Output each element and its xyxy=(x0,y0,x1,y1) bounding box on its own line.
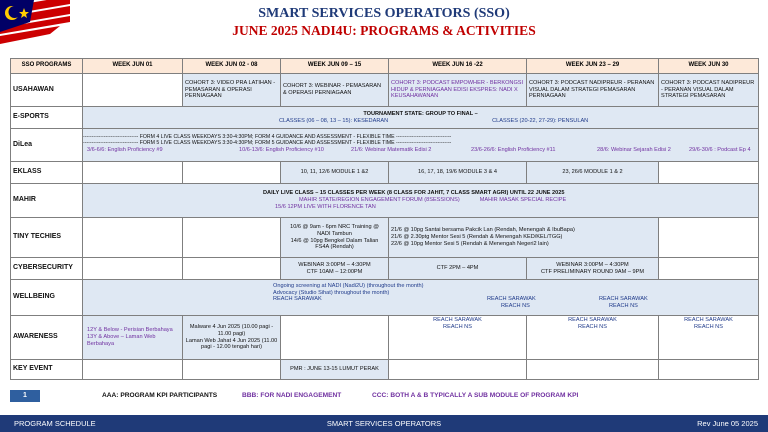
cell xyxy=(659,162,759,184)
cell xyxy=(83,162,183,184)
cyber-entry: WEBINAR 3:00PM – 4:30PM xyxy=(556,261,629,268)
reach-ns: REACH NS xyxy=(694,323,723,330)
reach-sarawak: REACH SARAWAK xyxy=(599,296,648,303)
cyber-entry: CTF PRELIMINARY ROUND 9AM – 9PM xyxy=(541,268,644,275)
tiny-entry: 10/6 @ 9am - 6pm NRC Training @ NADI Tambun xyxy=(290,223,379,237)
column-header: WEEK JUN 16 -22 xyxy=(389,59,527,74)
legend-ccc: CCC: BOTH A & B TYPICALLY A SUB MODULE OF PROGRAM KPI xyxy=(372,392,579,399)
cell xyxy=(389,316,527,360)
cyber-entry: CTF 10AM – 12:00PM xyxy=(306,268,363,275)
cell xyxy=(183,258,281,280)
row-label: WELLBEING xyxy=(11,280,83,316)
row-usahawan xyxy=(11,74,759,107)
row-key-event xyxy=(11,360,759,380)
cell xyxy=(527,316,659,360)
row-mahir xyxy=(11,184,759,218)
reach-sarawak: REACH SARAWAK xyxy=(487,296,536,303)
cell xyxy=(659,258,759,280)
cell: COHORT 3: PODCAST NADIPREUR - PERANAN VISUAL DALAM STRATEGI PEMASARAN PERNIAGAAN xyxy=(527,74,659,107)
cell: 16, 17, 18, 19/6 MODULE 3 & 4 xyxy=(389,162,527,184)
wellbeing-screening: Ongoing screening at NADI (Nadi2U) (throughout the month) xyxy=(273,282,424,289)
awareness-entry: Malware 4 Jun 2025 (10.00 pagi - 11.00 pagi) xyxy=(189,323,274,337)
column-header: WEEK JUN 09 – 15 xyxy=(281,59,389,74)
reach-sarawak: REACH SARAWAK xyxy=(568,317,617,323)
dilea-item: 10/6-13/6: English Proficiency #10 xyxy=(239,146,324,153)
mahir-events xyxy=(83,197,758,204)
column-header: WEEK JUN 30 xyxy=(659,59,759,74)
cell xyxy=(83,107,759,129)
reach-ns: REACH NS xyxy=(609,303,638,310)
awareness-entry: 13Y & Above – Laman Web Berbahaya xyxy=(87,334,156,347)
cell xyxy=(83,258,183,280)
row-dilea xyxy=(11,129,759,162)
header-row xyxy=(11,59,759,74)
dilea-item: 21/6: Webinar Matematik Edisi 2 xyxy=(351,146,432,153)
cell xyxy=(527,258,659,280)
dilea-item: 28/6: Webinar Sejarah Edisi 2 xyxy=(597,146,671,153)
dilea-items xyxy=(83,147,758,157)
esports-classes xyxy=(83,118,758,125)
column-header: WEEK JUN 02 - 08 xyxy=(183,59,281,74)
mahir-recipe: MAHIR MASAK SPECIAL RECIPE xyxy=(479,197,567,203)
reach-ns: REACH NS xyxy=(443,323,472,330)
row-wellbeing xyxy=(11,280,759,316)
dilea-form4: -------------------------------- FORM 4 LIVE CLASS WEEKDAYS 3:30-4:30PM; FORM 4 GUIDANCE AND ASSESSMENT - FLEXIBLE TIME -------------------------------- xyxy=(83,133,452,140)
row-label: CYBERSECURITY xyxy=(11,258,83,280)
row-cybersecurity xyxy=(11,258,759,280)
cell: COHORT 3: WEBINAR - PEMASARAN & OPERASI PERNIAGAAN xyxy=(281,74,389,107)
cell xyxy=(83,280,759,316)
cell xyxy=(659,360,759,380)
row-eklass xyxy=(11,162,759,184)
cell: 10, 11, 12/6 MODULE 1 &2 xyxy=(281,162,389,184)
page-subtitle: JUNE 2025 NADI4U: PROGRAMS & ACTIVITIES xyxy=(232,23,536,38)
row-label: MAHIR xyxy=(11,184,83,218)
reach-ns: REACH NS xyxy=(501,303,530,310)
tiny-entry: 14/6 @ 10pg Bengkel Dalam Talian FS4A (Rendah) xyxy=(290,237,379,251)
legend-aaa: AAA: PROGRAM KPI PARTICIPANTS xyxy=(102,392,218,399)
cell xyxy=(83,360,183,380)
column-header: WEEK JUN 23 – 29 xyxy=(527,59,659,74)
cell: COHORT 3: PODCAST EMPOWHER - BERKONGSI HIDUP & PERNIAGAAN EDISI EKSPRES: NADI X KEUSAHAWANAN xyxy=(389,74,527,107)
cell xyxy=(83,218,183,258)
dilea-form5: -------------------------------- FORM 5 LIVE CLASS WEEKDAYS 3:30-4:30PM; FORM 5 GUIDANCE AND ASSESSMENT - FLEXIBLE TIME -------------------------------- xyxy=(83,140,452,146)
cell xyxy=(389,218,659,258)
row-label: USAHAWAN xyxy=(11,74,83,107)
cell xyxy=(183,218,281,258)
row-tiny-techies xyxy=(11,218,759,258)
footer-bar xyxy=(0,415,768,432)
cell xyxy=(659,218,759,258)
cell: CTF 2PM – 4PM xyxy=(389,258,527,280)
cell xyxy=(527,360,659,380)
footer-left: PROGRAM SCHEDULE xyxy=(14,419,96,428)
cell xyxy=(281,258,389,280)
reach-sarawak: REACH SARAWAK xyxy=(273,296,322,303)
row-label: E-SPORTS xyxy=(11,107,83,129)
esports-class-b: CLASSES (20-22, 27-29): PENSULAN xyxy=(492,117,589,124)
cell xyxy=(389,360,527,380)
cell xyxy=(281,218,389,258)
esports-tournament: TOURNAMENT STATE: GROUP TO FINAL – xyxy=(363,110,478,117)
row-esports xyxy=(11,107,759,129)
legend xyxy=(10,390,758,402)
cell: COHORT 3: PODCAST NADIPREUR - PERANAN VISUAL DALAM STRATEGI PEMASARAN xyxy=(659,74,759,107)
awareness-entry: Laman Web Jahat 4 Jun 2025 (11.00 pagi - 12.00 tengah hari) xyxy=(185,337,278,351)
awareness-entry: 12Y & Below - Perisian Berbahaya xyxy=(87,327,173,334)
cell xyxy=(83,184,759,218)
page-title: SMART SERVICES OPERATORS (SSO) xyxy=(258,6,510,21)
cell xyxy=(183,162,281,184)
footer-center: SMART SERVICES OPERATORS xyxy=(326,419,442,428)
mahir-forum: MAHIR STATE/REGION ENGAGEMENT FORUM (8SESSIONS) xyxy=(299,197,460,203)
mahir-daily: DAILY LIVE CLASS – 15 CLASSES PER WEEK (8 CLASS FOR JAHIT, 7 CLASS SMART AGRI) UNTIL 22 JUNE 2025 xyxy=(263,190,565,197)
row-label: TINY TECHIES xyxy=(11,218,83,258)
page-number: 1 xyxy=(10,390,40,402)
column-header: SSO PROGRAMS xyxy=(11,59,83,74)
legend-bbb: BBB: FOR NADI ENGAGEMENT xyxy=(242,392,342,399)
cell xyxy=(183,316,281,360)
row-label: KEY EVENT xyxy=(11,360,83,380)
row-label: EKLASS xyxy=(11,162,83,184)
cell: 23, 26/6 MODULE 1 & 2 xyxy=(527,162,659,184)
cyber-entry: WEBINAR 3:00PM – 4:30PM xyxy=(298,261,371,268)
row-label: AWARENESS xyxy=(11,316,83,360)
cell xyxy=(659,316,759,360)
column-header: WEEK JUN 01 xyxy=(83,59,183,74)
cell: PMR : JUNE 13-15 LUMUT PERAK xyxy=(281,360,389,380)
cell xyxy=(83,129,759,162)
tiny-entry: 21/6 @ 10pg Santai bersama Pakcik Lan (Rendah, Menengah & IbuBapa) xyxy=(391,227,575,234)
row-awareness xyxy=(11,316,759,360)
wellbeing-advocacy: Advocacy (Studio Sihat) throughout the month) xyxy=(273,289,390,296)
tiny-entry: 21/6 @ 2.30ptg Mentor Sesi 5 (Rendah & Menengah KED/KEL/TGG) xyxy=(391,234,563,240)
cell xyxy=(83,74,183,107)
tiny-entry: 22/6 @ 10pg Mentor Sesi 5 (Rendah & Menengah Negeri2 lain) xyxy=(391,240,549,247)
cell xyxy=(281,316,389,360)
row-label: DiLea xyxy=(11,129,83,162)
reach-sarawak: REACH SARAWAK xyxy=(684,317,733,323)
dilea-item: 23/6-26/6: English Proficiency #11 xyxy=(471,146,556,153)
schedule-table xyxy=(10,58,759,380)
reach-sarawak: REACH SARAWAK xyxy=(433,317,482,323)
cell xyxy=(83,316,183,360)
cell xyxy=(183,360,281,380)
esports-class-a: CLASSES (06 – 08, 13 – 15): KESEDARAN xyxy=(279,117,389,124)
dilea-item: 29/6-30/6 : Podcast Ep 4 xyxy=(689,146,751,153)
mahir-live: 15/6 12PM LIVE WITH FLORENCE TAN xyxy=(275,203,376,210)
dilea-item: 3/6-6/6: English Proficiency #9 xyxy=(87,146,163,153)
wellbeing-reach xyxy=(83,296,758,312)
cell: COHORT 3: VIDEO PRA LATIHAN - PEMASARAN & OPERASI PERNIAGAAN xyxy=(183,74,281,107)
reach-ns: REACH NS xyxy=(578,323,607,330)
footer-right: Rev June 05 2025 xyxy=(697,419,758,428)
